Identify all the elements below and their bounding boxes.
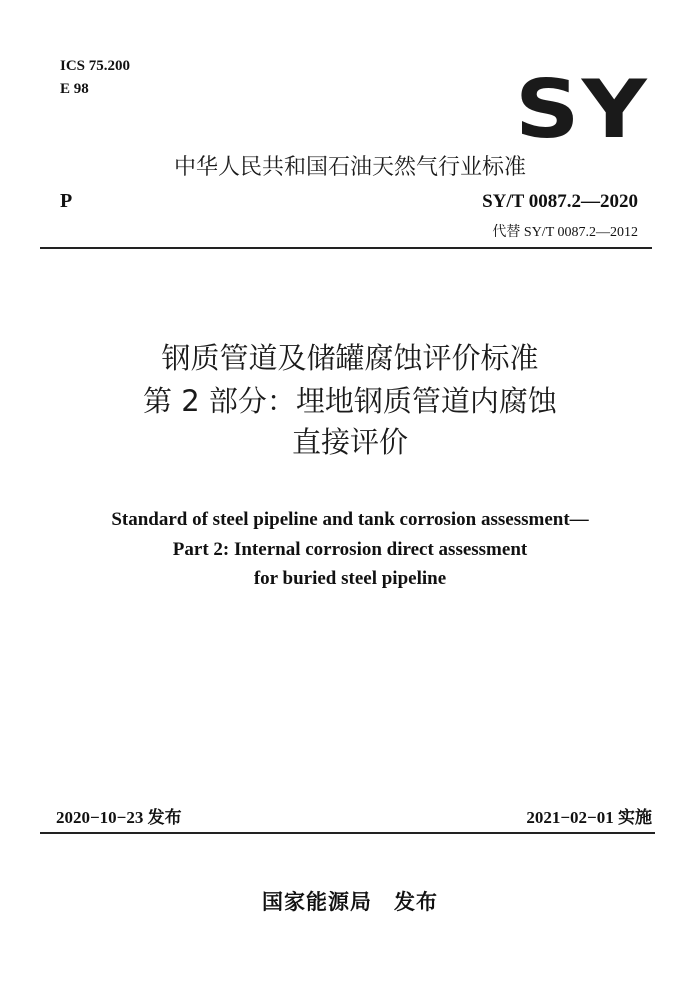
title-cn-line-3: 直接评价 [291,425,408,459]
ics-code: ICS 75.200 [60,58,131,74]
title-en-line-2: Part 2: Internal corrosion direct assessment [172,539,528,560]
title-en-line-1: Standard of steel pipeline and tank corrosion assessment— [111,509,589,530]
header-divider [40,247,652,249]
sy-logo: SY [515,63,649,156]
standard-number: SY/T 0087.2—2020 [482,191,638,212]
issue-date: 2020−10−23 发布 [56,808,182,827]
publisher: 国家能源局 发布 [262,890,438,914]
industry-standard-heading: 中华人民共和国石油天然气行业标准 [173,155,526,180]
implementation-date: 2021−02−01 实施 [526,808,652,827]
category-code: P [60,190,73,212]
title-cn-line-2: 第 2 部分：埋地钢质管道内腐蚀 [143,384,557,418]
footer-divider [40,832,655,834]
title-en-line-3: for buried steel pipeline [253,568,447,589]
ccs-code: E 98 [60,81,89,97]
replaces-standard: 代替 SY/T 0087.2—2012 [492,225,638,240]
title-cn-line-1: 钢质管道及储罐腐蚀评价标准 [161,341,539,375]
